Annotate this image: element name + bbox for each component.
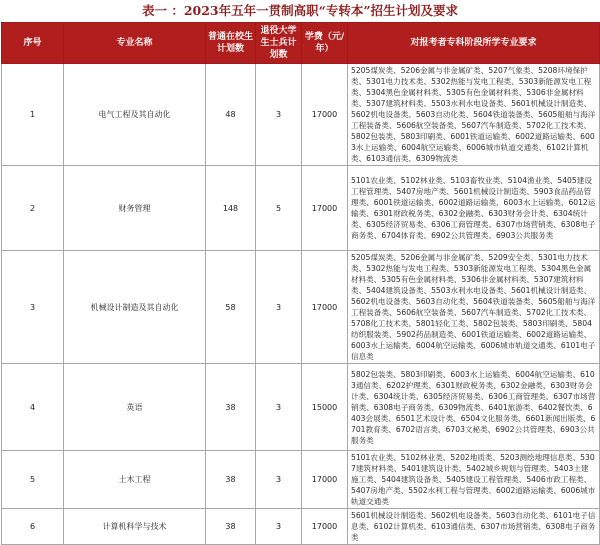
cell-fee: 17000 <box>302 451 348 509</box>
header-plan: 普通在校生计划数 <box>206 23 256 64</box>
header-requirements: 对报考者专科阶段所学专业要求 <box>348 23 600 64</box>
cell-seq: 6 <box>2 509 64 545</box>
cell-major: 计算机科学与技术 <box>64 509 206 545</box>
cell-requirements: 5601机械设计制造类、5602机电设备类、5603自动化类、6101电子信息类、6102计算机类、6103通信类、6307市场营销类、6308电子商务类 <box>348 509 600 545</box>
cell-seq: 5 <box>2 451 64 509</box>
cell-requirements: 5101农业类、5102林业类、5202地质类、5203测绘地理信息类、5307建筑材料类、5401建筑设计类、5402城乡规划与管理类、5403土建施工类、5404建筑设备类、5405建设工程管理类、5406市政工程类、5407房地产类、5502水利工程与管理类、6002道路运输类、6006城市轨道交通类 <box>348 451 600 509</box>
cell-plan: 148 <box>206 166 256 251</box>
admissions-table <box>1 22 600 545</box>
table-row <box>2 364 600 451</box>
cell-plan: 38 <box>206 364 256 451</box>
cell-veteran: 3 <box>256 509 302 545</box>
cell-fee: 15000 <box>302 364 348 451</box>
cell-requirements: 5802包装类、5803印刷类、6003水上运输类、6004航空运输类、6103通信类、6202护理类、6301财政税务类、6302金融类、6303财务会计类、6304统计类、6305经济贸易类、6306工商管理类、6307市场营销类、6308电子商务类、6309物流类、6401旅游类、6402餐饮类、6403会展类、6501艺术设计类、6504文化服务类、6601新闻出版类、6701教育类、6702语言类、6703文秘类、6902公共管理类、6903公共服务类 <box>348 364 600 451</box>
table-row <box>2 251 600 364</box>
cell-seq: 2 <box>2 166 64 251</box>
cell-fee: 17000 <box>302 166 348 251</box>
cell-major: 土木工程 <box>64 451 206 509</box>
cell-plan: 48 <box>206 64 256 166</box>
cell-veteran: 5 <box>256 166 302 251</box>
table-row <box>2 166 600 251</box>
cell-veteran: 3 <box>256 251 302 364</box>
cell-veteran: 3 <box>256 64 302 166</box>
cell-major: 电气工程及其自动化 <box>64 64 206 166</box>
cell-major: 英语 <box>64 364 206 451</box>
cell-seq: 4 <box>2 364 64 451</box>
header-veteran: 退役大学生士兵计划数 <box>256 23 302 64</box>
cell-requirements: 5205煤炭类、5206金属与非金属矿类、5207气象类、5208环境保护类、5301电力技术类、5302热能与发电工程类、5303新能源发电工程类、5304黑色金属材料类、5305有色金属材料类、5306非金属材料类、5307建筑材料类、5503水利水电设备类、5601机械设计制造类、5602机电设备类、5603自动化类、5604铁道装备类、5605船舶与海洋工程装备类、5606航空装备类、5607汽车制造类、5702化工技术类、5802包装类、5803印刷类、6001铁道运输类、6002道路运输类、6003水上运输类、6004航空运输类、6006城市轨道交通类、6102计算机类、6103通信类、6309物流类 <box>348 64 600 166</box>
cell-plan: 38 <box>206 509 256 545</box>
cell-fee: 17000 <box>302 64 348 166</box>
cell-plan: 38 <box>206 451 256 509</box>
cell-veteran: 3 <box>256 364 302 451</box>
cell-major: 机械设计制造及其自动化 <box>64 251 206 364</box>
table-header-row <box>2 23 600 64</box>
cell-veteran: 3 <box>256 451 302 509</box>
cell-requirements: 5101农业类、5102林业类、5103畜牧业类、5104渔业类、5405建设工程管理类、5407房地产类、5601机械设计制造类、5903食品药品管理类、6001铁道运输类、6002道路运输类、6003水上运输类、6012运输类、6301财政税务类、6302金融类、6303财务会计类、6304统计类、6305经济贸易类、6306工商管理类、6307市场营销类、6308电子商务类、6704体育类、6902公共管理类、6903公共服务类 <box>348 166 600 251</box>
header-fee: 学费（元/年） <box>302 23 348 64</box>
cell-seq: 3 <box>2 251 64 364</box>
cell-seq: 1 <box>2 64 64 166</box>
cell-plan: 58 <box>206 251 256 364</box>
header-seq: 序号 <box>2 23 64 64</box>
cell-major: 财务管理 <box>64 166 206 251</box>
cell-requirements: 5205煤炭类、5206金属与非金属矿类、5209安全类、5301电力技术类、5302热能与发电工程类、5303新能源发电工程类、5304黑色金属材料类、5305有色金属材料类、5306非金属材料类、5307建筑材料类、5404建筑设备类、5503水利水电设备类、5601机械设计制造类、5602机电设备类、5603自动化类、5604铁道装备类、5605船舶与海洋工程装备类、5606航空装备类、5607汽车制造类、5702化工技术类、5708化工技术类、5801轻化工类、5802包装类、5803印刷类、5804纺织服装类、5902药品制造类、6001铁道运输类、6002道路运输类、6003水上运输类、6004航空运输类、6006城市轨道交通类、6101电子信息类 <box>348 251 600 364</box>
cell-fee: 17000 <box>302 251 348 364</box>
table-row <box>2 64 600 166</box>
table-row <box>2 509 600 545</box>
page-title: 表一 ：2023年五年一贯制高职“专转本”招生计划及要求 <box>141 3 459 18</box>
table-row <box>2 451 600 509</box>
cell-fee: 17000 <box>302 509 348 545</box>
header-major: 专业名称 <box>64 23 206 64</box>
